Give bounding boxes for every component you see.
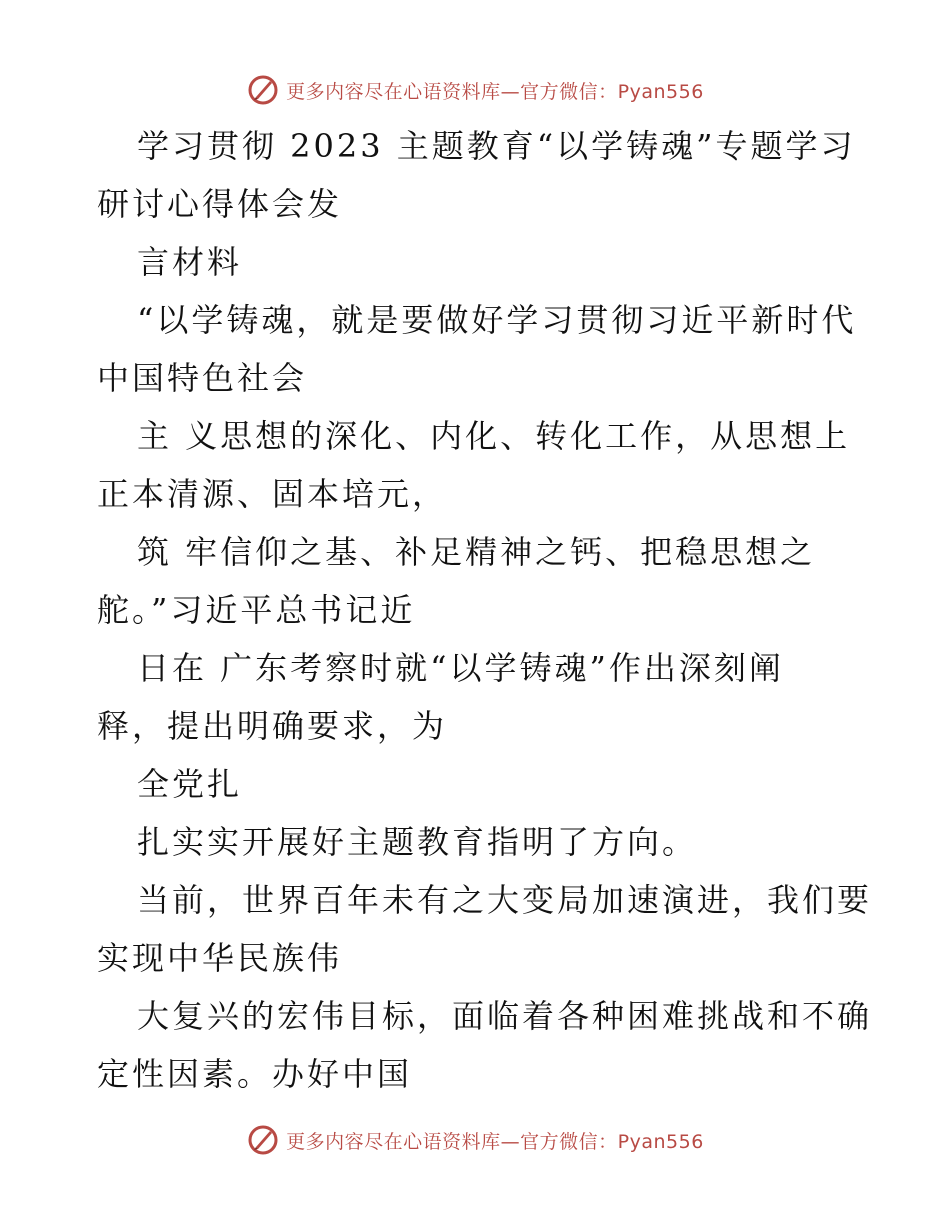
document-line: 正本清源、固本培元， — [97, 475, 448, 513]
header-watermark — [0, 70, 950, 110]
document-line: 大复兴的宏伟目标，面临着各种困难挑战和不确 — [137, 997, 873, 1035]
footer-watermark — [0, 1120, 950, 1160]
document-line: “以学铸魂，就是要做好学习贯彻习近平新时代 — [137, 301, 857, 339]
document-line: 中国特色社会 — [97, 359, 308, 397]
document-line: 研讨心得体会发 — [97, 185, 343, 223]
document-line: 筑 牢信仰之基、补足精神之钙、把稳思想之 — [137, 533, 816, 571]
document-line: 学习贯彻 2023 主题教育“以学铸魂”专题学习 — [137, 127, 856, 165]
document-line: 释，提出明确要求，为 — [97, 707, 448, 745]
document-line: 言材料 — [137, 243, 243, 281]
document-line: 定性因素。办好中国 — [97, 1055, 413, 1093]
document-line: 舵。”习近平总书记近 — [97, 591, 416, 629]
document-line: 当前，世界百年未有之大变局加速演进，我们要 — [137, 881, 873, 919]
quill-seal-icon — [246, 1123, 280, 1157]
quill-seal-icon — [246, 73, 280, 107]
document-line: 实现中华民族伟 — [97, 939, 343, 977]
document-line: 主 义思想的深化、内化、转化工作，从思想上 — [137, 417, 851, 455]
footer-watermark-text: 更多内容尽在心语资料库—官方微信：Pyan556 — [286, 1130, 704, 1153]
document-line: 扎实实开展好主题教育指明了方向。 — [137, 823, 698, 861]
document-line: 日在 广东考察时就“以学铸魂”作出深刻阐 — [137, 649, 784, 687]
document-line: 全党扎 — [137, 765, 243, 803]
document-body — [97, 117, 873, 1103]
header-watermark-text: 更多内容尽在心语资料库—官方微信：Pyan556 — [286, 80, 704, 103]
